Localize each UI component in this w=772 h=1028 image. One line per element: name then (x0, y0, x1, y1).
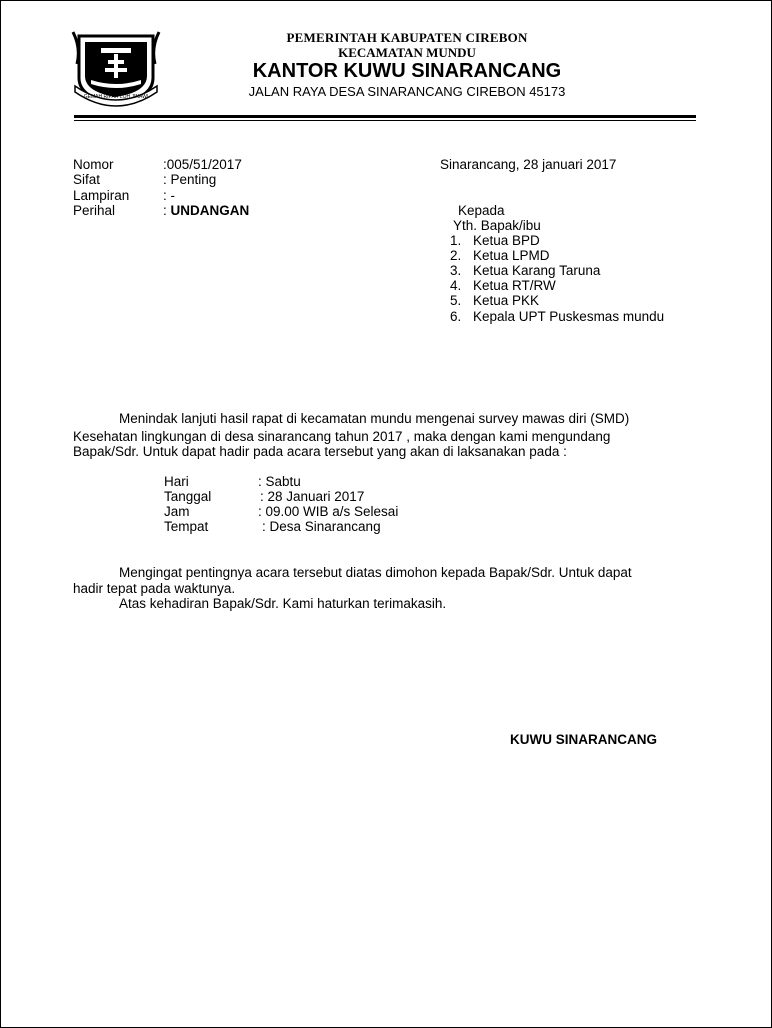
header-office-title: KANTOR KUWU SINARANCANG (252, 60, 562, 82)
lampiran-label: Lampiran (73, 188, 130, 203)
perihal-field (163, 203, 249, 218)
recipient-item-text: Ketua PKK (473, 293, 540, 308)
body-paragraph-1-line-2: Kesehatan lingkungan di desa sinarancang tahun 2017 , maka dengan kami mengundang (73, 429, 611, 444)
recipient-item-number: 2. (450, 248, 462, 263)
perihal-value: UNDANGAN (170, 203, 250, 218)
recipient-item-number: 5. (450, 293, 462, 308)
perihal-label: Perihal (73, 203, 116, 218)
header-divider-thin (74, 120, 696, 121)
sifat-label: Sifat (73, 172, 101, 187)
header-district-line: KECAMATAN MUNDU (338, 45, 476, 60)
kepada-label: Kepada (458, 203, 505, 218)
recipient-item-number: 3. (450, 263, 462, 278)
event-tanggal-label: Tanggal (164, 489, 212, 504)
event-tempat-label: Tempat (164, 519, 209, 534)
recipient-item-text: Kepala UPT Puskesmas mundu (473, 309, 665, 324)
sifat-value: : Penting (163, 172, 217, 187)
body-paragraph-2-line-1: Mengingat pentingnya acara tersebut diatas dimohon kepada Bapak/Sdr. Untuk dapat (119, 565, 632, 580)
recipient-item-text: Ketua Karang Taruna (473, 263, 601, 278)
recipient-item (450, 278, 556, 293)
header-address: JALAN RAYA DESA SINARANCANG CIREBON 45173 (248, 84, 566, 99)
lampiran-value: : - (163, 188, 175, 203)
perihal-separator: : (163, 203, 171, 218)
recipient-item (450, 233, 540, 248)
recipient-item-text: Ketua BPD (473, 233, 540, 248)
event-hari-value: : Sabtu (258, 474, 301, 489)
body-paragraph-1-line-3: Bapak/Sdr. Untuk dapat hadir pada acara tersebut yang akan di laksanakan pada : (73, 444, 567, 459)
recipient-item (450, 248, 550, 263)
event-tempat-value: : Desa Sinarancang (262, 519, 381, 534)
body-paragraph-2-line-2: hadir tepat pada waktunya. (73, 581, 236, 596)
recipient-item-number: 1. (450, 233, 462, 248)
recipient-item-number: 4. (450, 278, 462, 293)
event-jam-label: Jam (164, 504, 190, 519)
body-paragraph-3: Atas kehadiran Bapak/Sdr. Kami haturkan terimakasih. (119, 596, 447, 611)
nomor-label: Nomor (73, 157, 114, 172)
event-jam-value: : 09.00 WIB a/s Selesai (258, 504, 399, 519)
recipient-item-text: Ketua LPMD (473, 248, 550, 263)
header-government-line: PEMERINTAH KABUPATEN CIREBON (286, 30, 528, 45)
nomor-value: :005/51/2017 (163, 157, 242, 172)
recipient-item (450, 309, 664, 324)
event-tanggal-value: : 28 Januari 2017 (260, 489, 365, 504)
signature-title: KUWU SINARANCANG (510, 732, 657, 747)
header-divider-thick (74, 115, 696, 118)
recipient-item-number: 6. (450, 309, 462, 324)
event-hari-label: Hari (164, 474, 189, 489)
yth-label: Yth. Bapak/ibu (453, 218, 541, 233)
place-date: Sinarancang, 28 januari 2017 (440, 157, 617, 172)
recipient-item-text: Ketua RT/RW (473, 278, 556, 293)
logo-motto-text: GEMAH RIPAH LOH JINAWI (83, 94, 149, 100)
body-paragraph-1-line-1: Menindak lanjuti hasil rapat di kecamatan mundu mengenai survey mawas diri (SMD) (119, 411, 630, 426)
recipient-item (450, 293, 539, 308)
recipient-item (450, 263, 600, 278)
